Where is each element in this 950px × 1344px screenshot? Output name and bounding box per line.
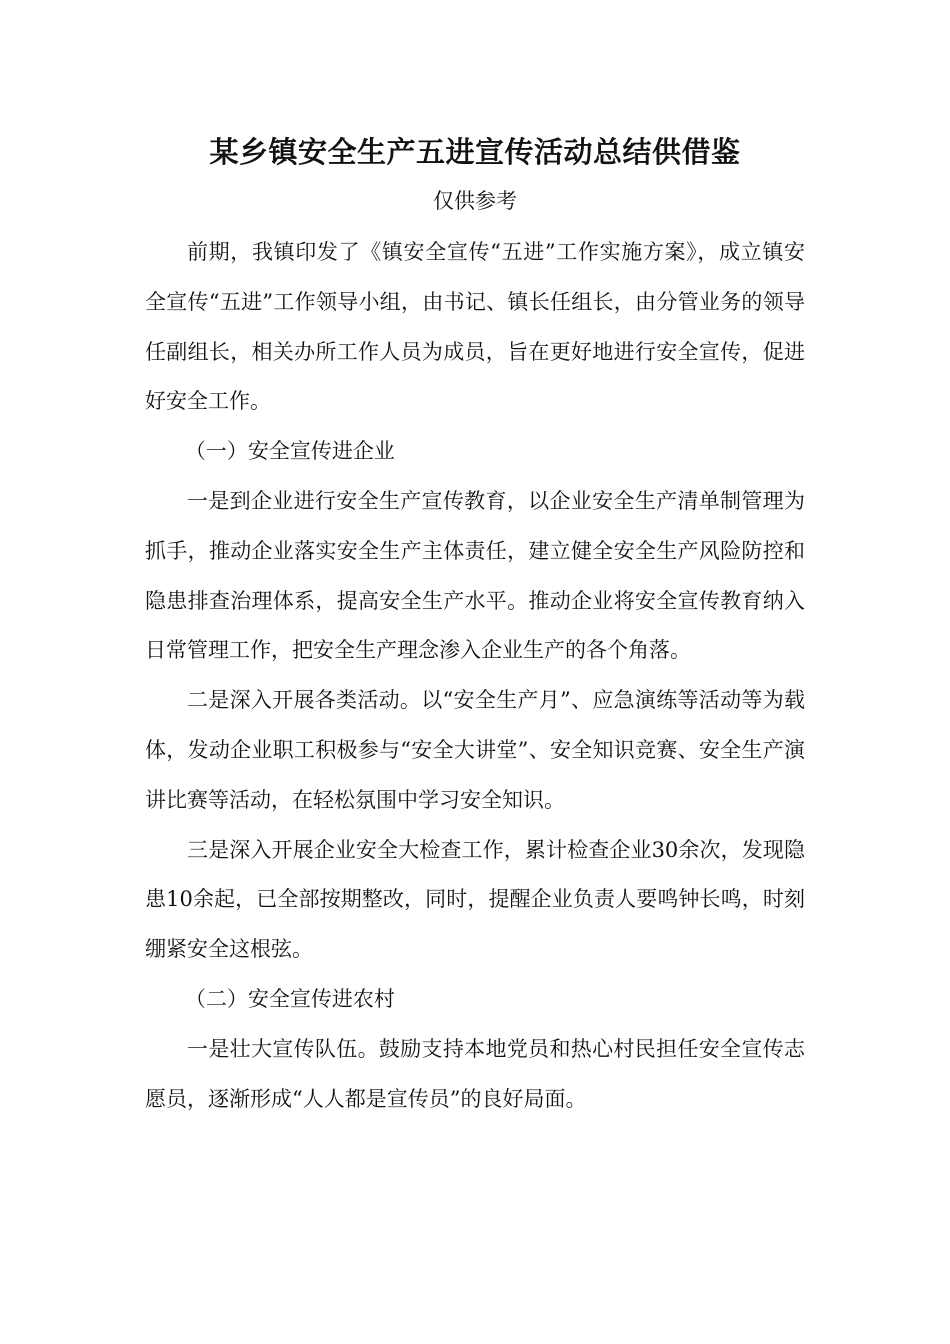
paragraph-intro: 前期，我镇印发了《镇安全宣传“五进”工作实施方案》，成立镇安全宣传“五进”工作领导小组，由书记、镇长任组长，由分管业务的领导任副组长，相关办所工作人员为成员，旨在更好地进行安全宣传，促进好安全工作。: [145, 240, 805, 414]
document-subtitle: 仅供参考: [433, 189, 517, 213]
paragraph-enterprise-3: 三是深入开展企业安全大检查工作，累计检查企业30余次，发现隐患10余起，已全部按期整改，同时，提醒企业负责人要鸣钟长鸣，时刻绷紧安全这根弦。: [145, 837, 805, 962]
section-heading-enterprise: （一）安全宣传进企业: [184, 439, 395, 464]
document-title: 某乡镇安全生产五进宣传活动总结供借鉴: [209, 135, 741, 169]
document-body: [145, 228, 805, 1124]
paragraph-village-1: 一是壮大宣传队伍。鼓励支持本地党员和热心村民担任安全宣传志愿员，逐渐形成“人人都是宣传员”的良好局面。: [145, 1036, 805, 1111]
paragraph-enterprise-1: 一是到企业进行安全生产宣传教育，以企业安全生产清单制管理为抓手，推动企业落实安全生产主体责任，建立健全安全生产风险防控和隐患排查治理体系，提高安全生产水平。推动企业将安全宣传教育纳入日常管理工作，把安全生产理念渗入企业生产的各个角落。: [145, 488, 805, 663]
paragraph-enterprise-2: 二是深入开展各类活动。以“安全生产月”、应急演练等活动等为载体，发动企业职工积极参与“安全大讲堂”、安全知识竞赛、安全生产演讲比赛等活动，在轻松氛围中学习安全知识。: [145, 688, 805, 812]
section-heading-village: （二）安全宣传进农村: [184, 986, 395, 1011]
